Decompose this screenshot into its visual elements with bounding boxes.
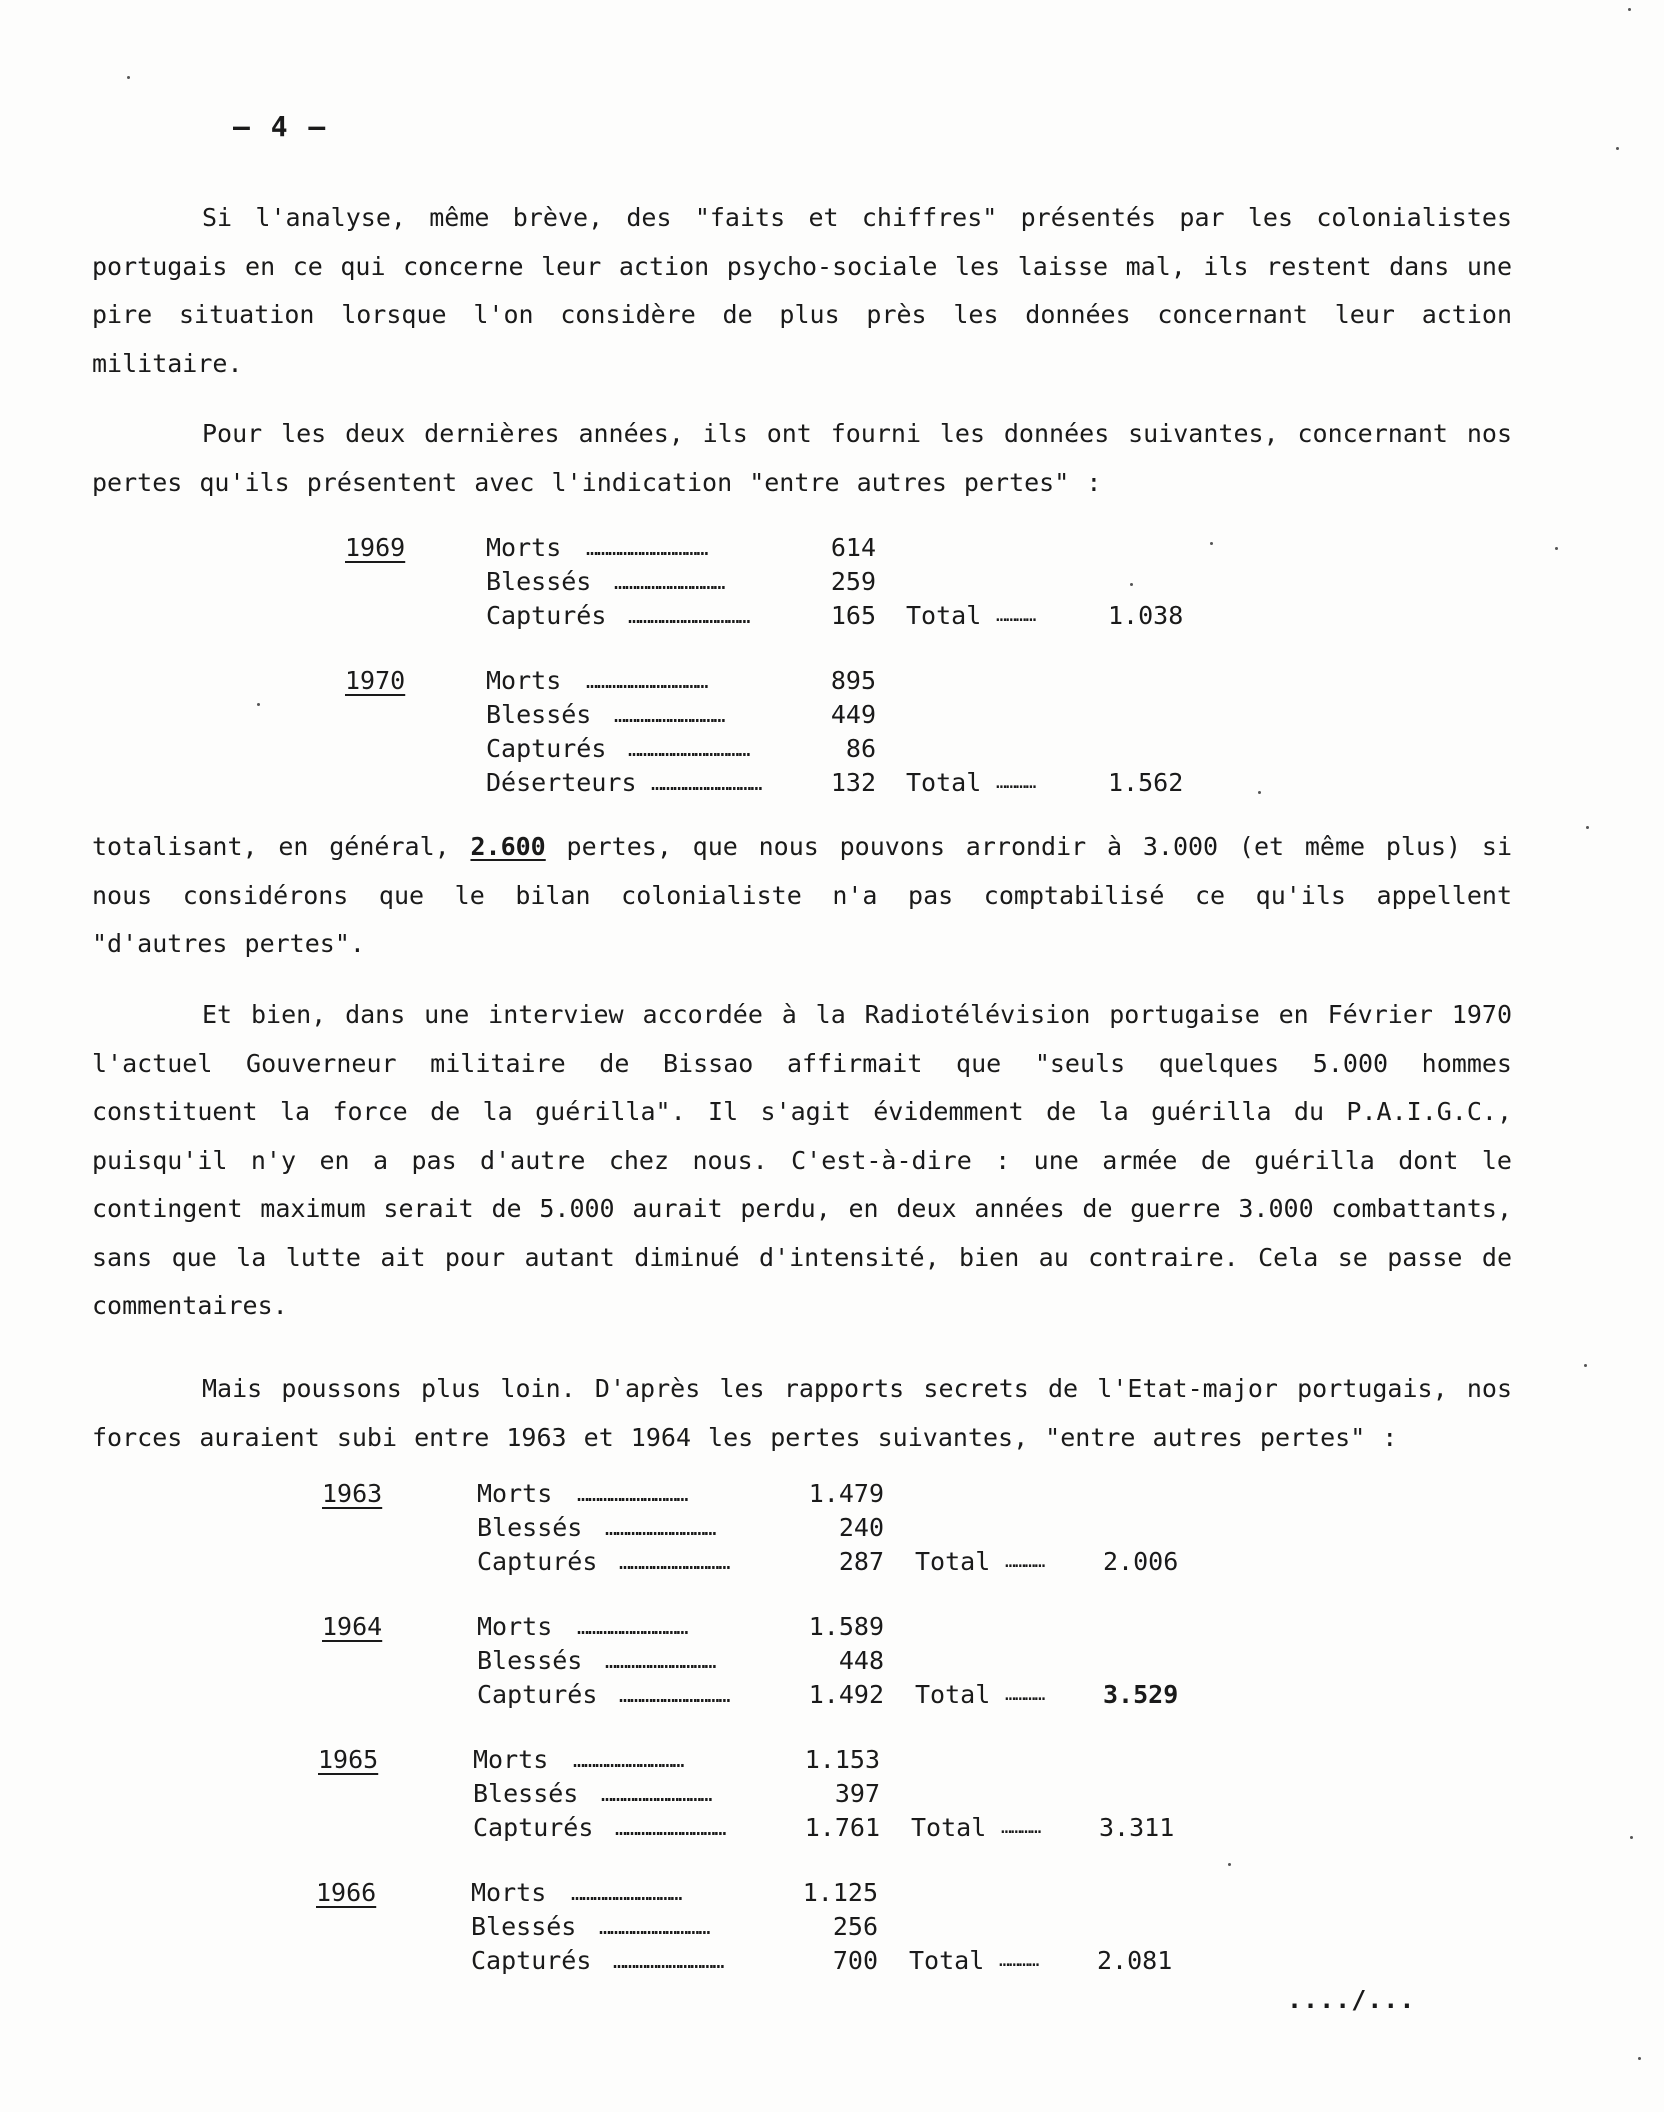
row-label: Morts <box>473 1745 549 1774</box>
row-value: 1.479 <box>808 1479 884 1508</box>
row-label: Blessés <box>471 1912 577 1941</box>
scan-speck <box>1628 8 1631 11</box>
totals-text-after: pertes, que nous pouvons arrondir à 3.000 (et même plus) si nous considérons que le bilan colonialiste n'a pas comptabilisé ce qu'ils appellent "d'autres pertes". <box>92 832 1512 958</box>
total-value: 1.038 <box>1108 601 1184 630</box>
year-label: 1965 <box>318 1745 379 1774</box>
row-value: 895 <box>830 666 876 695</box>
leader-dots: ………………………… <box>614 570 725 594</box>
leader-dots: ………………………… <box>577 1482 688 1506</box>
row-label: Capturés <box>486 734 607 763</box>
scan-speck <box>1228 1863 1231 1866</box>
row-label: Capturés <box>477 1680 598 1709</box>
leader-dots: ………………………… <box>605 1516 716 1540</box>
leader-dots: …………………………… <box>586 536 708 560</box>
leader-dots: ………… <box>1005 1684 1045 1705</box>
total-label: Total <box>906 768 982 797</box>
row-label: Capturés <box>471 1946 592 1975</box>
scan-speck <box>1630 1836 1633 1839</box>
paragraph-secret-reports: Mais poussons plus loin. D'après les rapports secrets de l'Etat-major portugais, nos forces auraient subi entre 1963 et 1964 les pertes suivantes, "entre autres pertes" : <box>92 1374 1512 1452</box>
leader-dots: ………………………… <box>601 1782 712 1806</box>
total-value: 3.529 <box>1103 1680 1179 1709</box>
leader-dots: ………………………… <box>614 703 725 727</box>
leader-dots: ………………………… <box>577 1615 688 1639</box>
row-label: Blessés <box>473 1779 579 1808</box>
scan-speck <box>1586 826 1589 829</box>
row-value: 448 <box>838 1646 884 1675</box>
leader-dots: ………… <box>999 1950 1039 1971</box>
total-value: 1.562 <box>1108 768 1184 797</box>
row-label: Blessés <box>477 1646 583 1675</box>
row-value: 240 <box>838 1513 884 1542</box>
leader-dots: ………………………… <box>605 1649 716 1673</box>
scan-speck <box>1555 547 1558 550</box>
row-value: 259 <box>830 567 876 596</box>
scan-speck <box>257 703 260 706</box>
row-label: Déserteurs <box>486 768 637 797</box>
row-label: Blessés <box>486 700 592 729</box>
leader-dots: ………………………… <box>619 1683 730 1707</box>
year-label: 1966 <box>316 1878 377 1907</box>
row-label: Capturés <box>473 1813 594 1842</box>
total-label: Total <box>915 1680 991 1709</box>
continuation-marker: ..../... <box>1287 1985 1416 2014</box>
row-label: Morts <box>477 1612 553 1641</box>
leader-dots: ………………………… <box>613 1949 724 1973</box>
row-value: 287 <box>838 1547 884 1576</box>
total-label: Total <box>909 1946 985 1975</box>
leader-dots: ………… <box>996 772 1036 793</box>
year-label: 1970 <box>345 666 406 695</box>
row-value: 700 <box>832 1946 878 1975</box>
row-value: 1.125 <box>802 1878 878 1907</box>
scan-speck <box>1130 583 1133 586</box>
total-losses-highlight: 2.600 <box>470 832 546 861</box>
row-value: 165 <box>830 601 876 630</box>
row-value: 256 <box>832 1912 878 1941</box>
row-value: 1.492 <box>808 1680 884 1709</box>
total-value: 3.311 <box>1099 1813 1175 1842</box>
scan-speck <box>1258 791 1261 794</box>
scan-speck <box>1584 1364 1587 1367</box>
row-label: Capturés <box>486 601 607 630</box>
paragraph-recent-losses-intro: Pour les deux dernières années, ils ont fourni les données suivantes, concernant nos pertes qu'ils présentent avec l'indication "entre autres pertes" : <box>92 419 1512 497</box>
row-value: 132 <box>830 768 876 797</box>
scan-speck <box>1210 542 1213 545</box>
leader-dots: ………………………… <box>571 1881 682 1905</box>
row-value: 614 <box>830 533 876 562</box>
total-value: 2.081 <box>1097 1946 1173 1975</box>
row-label: Blessés <box>486 567 592 596</box>
row-label: Blessés <box>477 1513 583 1542</box>
row-value: 1.761 <box>804 1813 880 1842</box>
row-label: Capturés <box>477 1547 598 1576</box>
leader-dots: ………… <box>996 605 1036 626</box>
row-value: 86 <box>845 734 876 763</box>
row-value: 397 <box>834 1779 880 1808</box>
page-number: – 4 – <box>233 110 328 143</box>
totals-text-before: totalisant, en général, <box>92 832 471 861</box>
paragraph-totals <box>92 823 1512 969</box>
row-label: Morts <box>486 666 562 695</box>
row-label: Morts <box>477 1479 553 1508</box>
total-label: Total <box>911 1813 987 1842</box>
paragraph-intro: Si l'analyse, même brève, des "faits et chiffres" présentés par les colonialistes portugais en ce qui concerne leur action psycho-sociale les laisse mal, ils restent dans une pire situation lorsque l'on considère de plus près les données concernant leur action militaire. <box>92 203 1512 378</box>
total-label: Total <box>915 1547 991 1576</box>
paragraph-interview: Et bien, dans une interview accordée à la Radiotélévision portugaise en Février 1970 l'actuel Gouverneur militaire de Bissao affirmait que "seuls quelques 5.000 hommes constituent la force de la guérilla". Il s'agit évidemment de la guérilla du P.A.I.G.C., puisqu'il n'y en a pas d'autre chez nous. C'est-à-dire : une armée de guérilla dont le contingent maximum serait de 5.000 aurait perdu, en deux années de guerre 3.000 combattants, sans que la lutte ait pour autant diminué d'intensité, bien au contraire. Cela se passe de commentaires. <box>92 1000 1512 1320</box>
row-value: 1.153 <box>804 1745 880 1774</box>
row-value: 1.589 <box>808 1612 884 1641</box>
scan-speck <box>127 76 130 79</box>
leader-dots: ………………………… <box>615 1816 726 1840</box>
leader-dots: ………………………… <box>573 1748 684 1772</box>
leader-dots: ………… <box>1005 1551 1045 1572</box>
leader-dots: ………………………… <box>599 1915 710 1939</box>
year-label: 1969 <box>345 533 406 562</box>
year-label: 1963 <box>322 1479 383 1508</box>
leader-dots: …………………………… <box>628 604 750 628</box>
scan-speck <box>1638 2057 1641 2060</box>
leader-dots: ………………………… <box>619 1550 730 1574</box>
leader-dots: ………… <box>1001 1817 1041 1838</box>
row-label: Morts <box>486 533 562 562</box>
leader-dots: …………………………… <box>628 737 750 761</box>
total-label: Total <box>906 601 982 630</box>
year-label: 1964 <box>322 1612 383 1641</box>
leader-dots: ………………………… <box>651 771 762 795</box>
leader-dots: …………………………… <box>586 669 708 693</box>
row-label: Morts <box>471 1878 547 1907</box>
scan-speck <box>1616 147 1619 150</box>
row-value: 449 <box>830 700 876 729</box>
total-value: 2.006 <box>1103 1547 1179 1576</box>
